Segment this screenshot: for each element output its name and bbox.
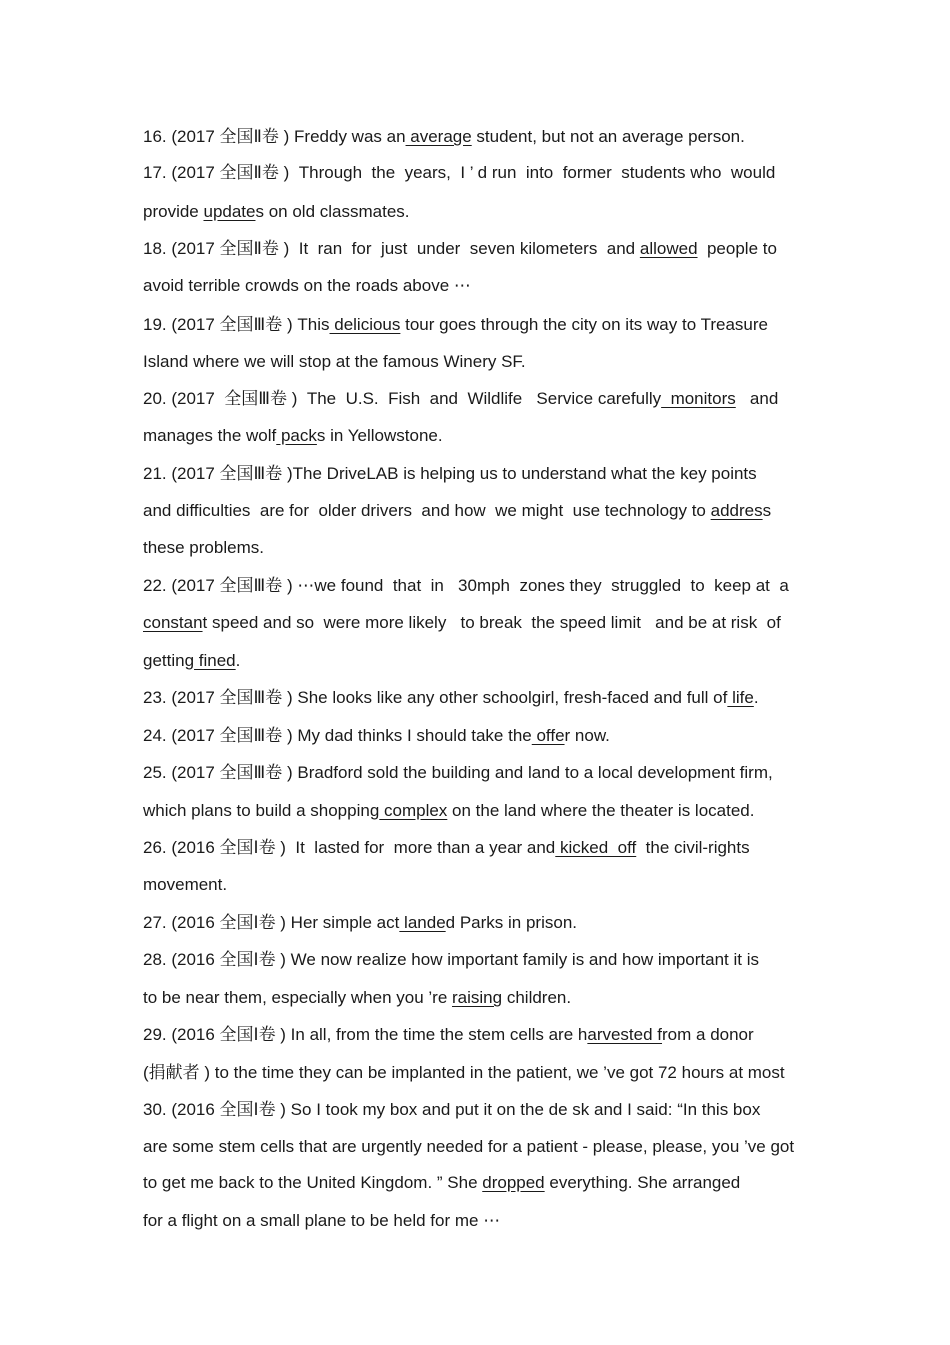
text-segment: provide <box>143 202 204 221</box>
item-27-line <box>143 913 577 933</box>
item-22-line-1 <box>143 576 789 596</box>
item-30-line-4 <box>143 1211 500 1231</box>
text-segment: avoid terrible crowds on the roads above ⋯ <box>143 276 471 295</box>
text-segment: 28. (2016 全国Ⅰ卷 ) We now realize how important family is and how important it is <box>143 950 760 969</box>
text-segment: children. <box>502 988 572 1007</box>
text-segment: 27. (2016 全国Ⅰ卷 ) Her simple act <box>143 913 400 932</box>
underlined-answer: average <box>405 127 472 146</box>
text-segment: 21. (2017 全国Ⅲ卷 )The DriveLAB is helping us to understand what the key points <box>143 464 757 483</box>
text-segment: student, but not an average person. <box>471 127 745 146</box>
item-22-line-3 <box>143 651 240 671</box>
item-16-line <box>143 127 745 147</box>
item-21-line-2 <box>143 501 771 521</box>
text-segment: 26. (2016 全国Ⅰ卷 ) It lasted for more than a year and <box>143 838 556 857</box>
text-segment: to be near them, especially when you ’re <box>143 988 453 1007</box>
item-28-line-2 <box>143 988 571 1008</box>
text-segment: . <box>235 651 241 670</box>
text-segment: 29. (2016 全国Ⅰ卷 ) In all, from the time the stem cells are h <box>143 1025 588 1044</box>
text-segment: Island where we will stop at the famous Winery SF. <box>143 352 526 371</box>
text-segment: 17. (2017 全国Ⅱ卷 ) Through the years, I ’ d <box>143 163 488 182</box>
item-18-line-2 <box>143 276 471 296</box>
text-segment: and difficulties are for older drivers and how we might use technology to <box>143 501 711 520</box>
text-segment: 30. (2016 全国Ⅰ卷 ) So I took my box and put it on the de sk and I said: “In this box <box>143 1100 761 1119</box>
text-segment: 22. (2017 全国Ⅲ卷 ) ⋯we found that in 30mph zones they struggled to keep at a <box>143 576 789 595</box>
underlined-answer: fined <box>194 651 236 670</box>
text-segment: everything. She arranged <box>544 1173 741 1192</box>
underlined-answer: life <box>727 688 754 707</box>
underlined-answer: pack <box>276 426 317 445</box>
text-segment: s on old classmates. <box>255 202 410 221</box>
item-24-line <box>143 726 610 746</box>
item-21-line-1 <box>143 464 757 484</box>
underlined-answer: update <box>203 202 256 221</box>
item-28-line-1 <box>143 950 759 970</box>
text-segment: for a flight on a small plane to be held for me ⋯ <box>143 1211 501 1230</box>
item-19-line-1 <box>143 315 768 335</box>
underlined-answer: dropped <box>482 1173 545 1192</box>
item-22-line-2 <box>143 613 781 633</box>
underlined-answer: complex <box>379 801 448 820</box>
item-25-line-2 <box>143 801 754 821</box>
item-25-line-1 <box>143 763 773 783</box>
item-30-line-2 <box>143 1137 794 1157</box>
item-23-line <box>143 688 759 708</box>
text-segment: s in Yellowstone. <box>316 426 443 445</box>
text-segment: movement. <box>143 875 228 894</box>
underlined-answer: kicked off <box>555 838 637 857</box>
text-segment: 18. (2017 全国Ⅱ卷 ) It ran for just under seven kilometers and <box>143 239 640 258</box>
item-29-line-2 <box>143 1063 785 1083</box>
text-segment: 19. (2017 全国Ⅲ卷 ) This <box>143 315 330 334</box>
text-segment: are some stem cells that are urgently needed for a patient - please, please, you ’ve got <box>143 1137 795 1156</box>
text-segment: which plans to build a shopping <box>143 801 380 820</box>
item-17-line-2 <box>143 202 410 222</box>
text-segment: 16. (2017 全国Ⅱ卷 ) Freddy was an <box>143 127 406 146</box>
text-segment: 20. (2017 全国Ⅲ卷 ) The U.S. Fish and Wildlife Service carefully <box>143 389 662 408</box>
text-segment: manages the wolf <box>143 426 277 445</box>
text-segment: getting <box>143 651 195 670</box>
text-segment: 25. (2017 全国Ⅲ卷 ) Bradford sold the building and land to a local development firm, <box>143 763 773 782</box>
item-20-line-2 <box>143 426 443 446</box>
underlined-answer: addres <box>710 501 763 520</box>
item-29-line-1 <box>143 1025 754 1045</box>
text-segment: tour goes through the city on its way to Treasure <box>400 315 768 334</box>
text-segment: on the land where the theater is located. <box>447 801 755 820</box>
text-segment: rom a donor <box>662 1025 754 1044</box>
underlined-answer: monitors <box>661 389 736 408</box>
text-segment: s <box>762 501 772 520</box>
underlined-answer: arvested f <box>587 1025 663 1044</box>
text-segment: run into former students who would <box>487 163 776 182</box>
text-segment: t speed and so were more likely to break the speed limit and be at risk of <box>202 613 781 632</box>
text-segment: and <box>735 389 779 408</box>
item-26-line-2 <box>143 875 227 895</box>
text-segment: these problems. <box>143 538 264 557</box>
underlined-answer: constan <box>143 613 203 632</box>
item-20-line-1 <box>143 389 778 409</box>
underlined-answer: allowed <box>639 239 698 258</box>
underlined-answer: delicious <box>329 315 401 334</box>
text-segment: to get me back to the United Kingdom. ” She <box>143 1173 483 1192</box>
text-segment: 23. (2017 全国Ⅲ卷 ) She looks like any other schoolgirl, fresh-faced and full of <box>143 688 728 707</box>
item-17-line-1 <box>143 163 775 183</box>
underlined-answer: offe <box>531 726 565 745</box>
item-19-line-2 <box>143 352 526 372</box>
item-21-line-3 <box>143 538 264 558</box>
text-segment: people to <box>697 239 777 258</box>
text-segment: . <box>753 688 759 707</box>
item-26-line-1 <box>143 838 750 858</box>
item-30-line-3 <box>143 1173 740 1193</box>
text-segment: r now. <box>564 726 610 745</box>
underlined-answer: raising <box>452 988 503 1007</box>
text-segment: d Parks in prison. <box>445 913 577 932</box>
text-segment: the civil-rights <box>636 838 750 857</box>
text-segment: (捐献者 ) to the time they can be implanted in the patient, we ’ve got 72 hours at most <box>143 1063 785 1082</box>
item-30-line-1 <box>143 1100 760 1120</box>
text-segment: 24. (2017 全国Ⅲ卷 ) My dad thinks I should take the <box>143 726 532 745</box>
underlined-answer: lande <box>399 913 446 932</box>
item-18-line-1 <box>143 239 777 259</box>
